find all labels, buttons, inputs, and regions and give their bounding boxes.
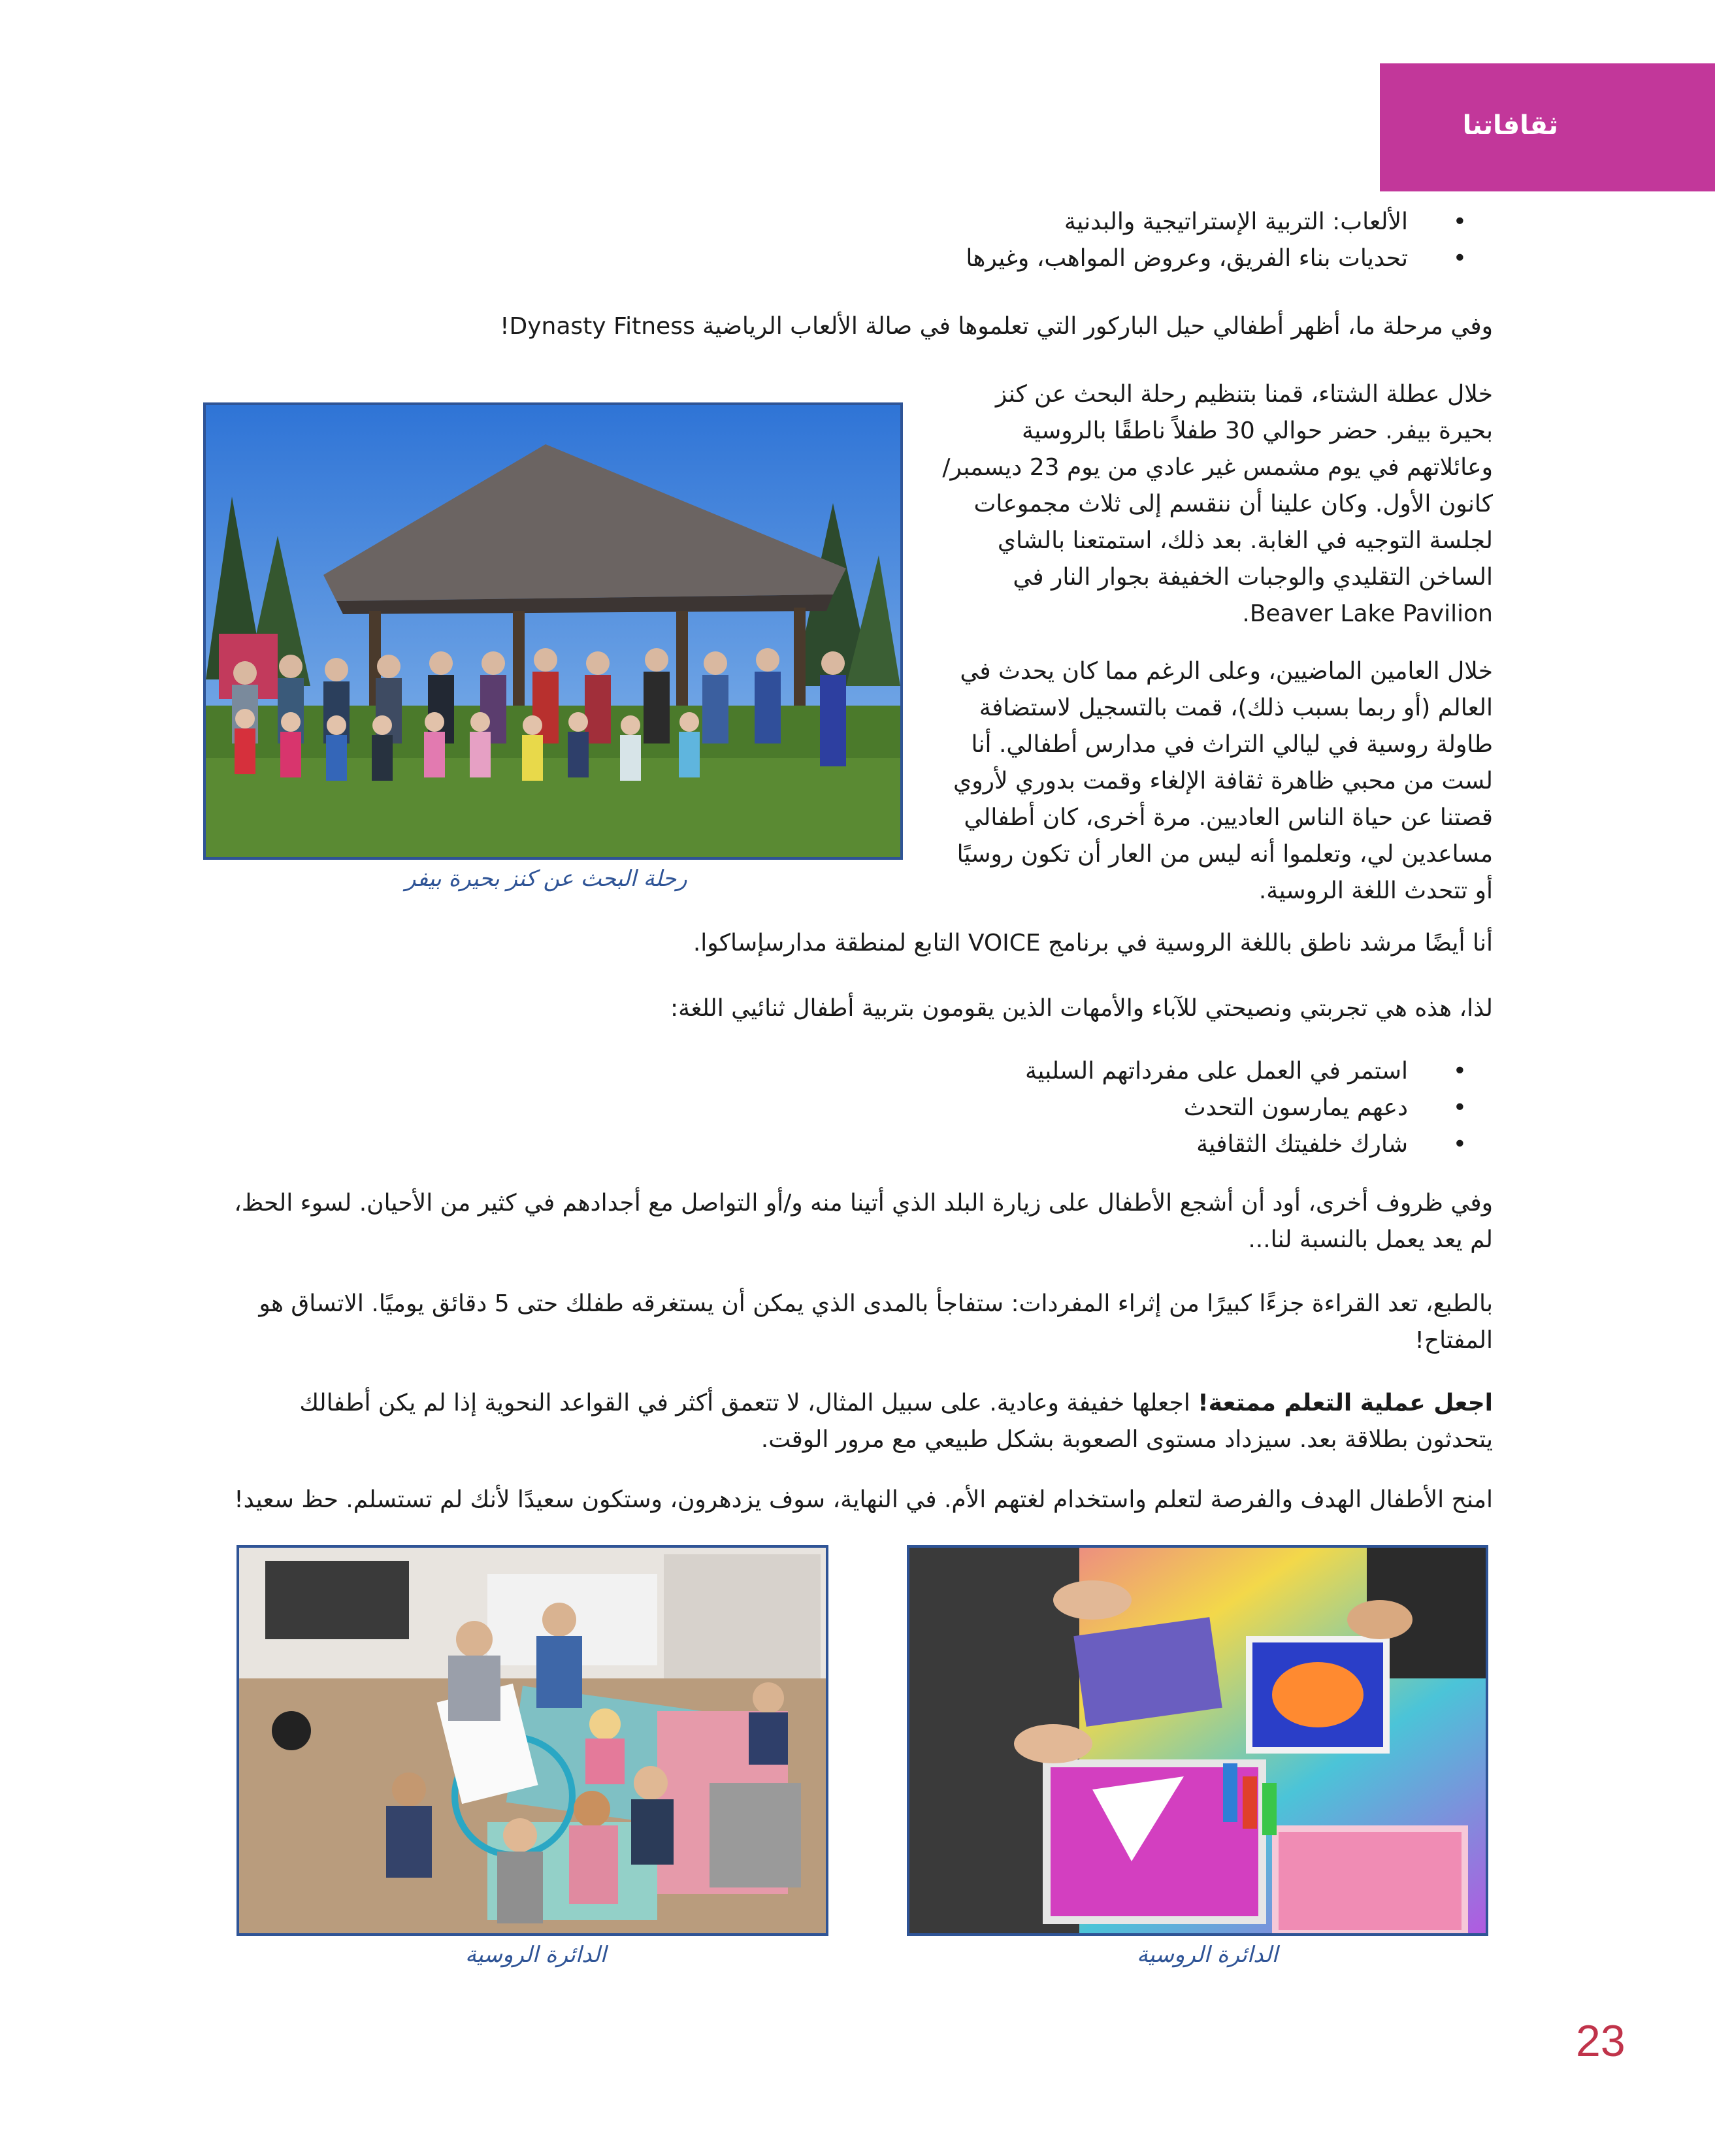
list-item: • شارك خلفيتك الثقافية xyxy=(222,1126,1493,1163)
section-tab xyxy=(1380,63,1715,191)
top-bullets xyxy=(222,204,1493,277)
russian-circle-photo-left xyxy=(237,1545,828,1936)
page-number: 23 xyxy=(1576,2016,1625,2066)
paragraph-final: امنح الأطفال الهدف والفرصة لتعلم واستخدام لغتهم الأم. في النهاية، سوف يزدهرون، وستكون سعيدًا لأنك لم تستسلم. حظ سعيد! xyxy=(234,1486,1493,1513)
paragraph-voice: أنا أيضًا مرشد ناطق باللغة الروسية في برنامج VOICE التابع لمنطقة مدارسإساكوا. xyxy=(693,930,1493,956)
list-item: • الألعاب: التربية الإستراتيجية والبدنية xyxy=(222,204,1493,240)
list-item: • دعهم يمارسون التحدث xyxy=(222,1090,1493,1126)
paragraph-fun-lead: اجعل عملية التعلم ممتعة! xyxy=(1198,1390,1493,1416)
paragraph-winter: خلال عطلة الشتاء، قمنا بتنظيم رحلة البحث عن كنز بحيرة بيفر. حضر حوالي 30 طفلاً ناطقًا بالروسية وعائلاتهم في يوم مشمس غير عادي من يوم 23 ديسمبر/كانون الأول. وكان علينا أن ننقسم إلى ثلاث مجموعات لجلسة التوجيه في الغابة. بعد ذلك، استمتعنا بالشاي الساخن التقليدي والوجبات الخفيفة بجوار النار في Beaver Lake Pavilion. xyxy=(942,381,1493,627)
caption-beaver-lake: رحلة البحث عن كنز بحيرة بيفر xyxy=(405,866,687,892)
paragraph-advice: لذا، هذه هي تجربتي ونصيحتي للآباء والأمهات الذين يقومون بتربية أطفال ثنائيي اللغة: xyxy=(670,995,1493,1022)
section-title: ثقافاتنا xyxy=(1462,110,1558,140)
list-item: • تحديات بناء الفريق، وعروض المواهب، وغيرها xyxy=(222,240,1493,277)
advice-bullets xyxy=(222,1053,1493,1163)
paragraph-fun xyxy=(222,1385,1493,1458)
caption-russian-circle-left: الدائرة الروسية xyxy=(465,1942,606,1968)
russian-circle-photo-right xyxy=(907,1545,1488,1936)
paragraph-reading: بالطبع، تعد القراءة جزءًا كبيرًا من إثراء المفردات: ستفاجأ بالمدى الذي يمكن أن يستغرقه طفلك حتى 5 دقائق يوميًا. الاتساق هو المفتاح! xyxy=(259,1290,1493,1354)
paragraph-heritage: خلال العامين الماضيين، وعلى الرغم مما كان يحدث في العالم (أو ربما بسبب ذلك)، قمت بالتسجيل لاستضافة طاولة روسية في ليالي التراث في مدارس أطفالي. أنا لست من محبي ظاهرة ثقافة الإلغاء وقمت بدوري لأروي قصتنا عن حياة الناس العاديين. مرة أخرى، كان أطفالي مساعدين لي، وتعلموا أنه ليس من العار أن تكون روسيًا أو تتحدث اللغة الروسية. xyxy=(953,658,1493,904)
list-item: • استمر في العمل على مفرداتهم السلبية xyxy=(222,1053,1493,1090)
paragraph-dynasty: وفي مرحلة ما، أظهر أطفالي حيل الباركور التي تعلموها في صالة الألعاب الرياضية Dynasty Fitness! xyxy=(500,313,1493,340)
paragraph-fun-body: اجعلها خفيفة وعادية. على سبيل المثال، لا تتعمق أكثر في القواعد النحوية إذا لم يكن أطفالك يتحدثون بطلاقة بعد. سيزداد مستوى الصعوبة بشكل طبيعي مع مرور الوقت. xyxy=(299,1390,1493,1453)
paragraph-travel: وفي ظروف أخرى، أود أن أشجع الأطفال على زيارة البلد الذي أتينا منه و/أو التواصل مع أجدادهم في كثير من الأحيان. لسوء الحظ، لم يعد يعمل بالنسبة لنا... xyxy=(234,1190,1493,1253)
caption-russian-circle-right: الدائرة الروسية xyxy=(1137,1942,1278,1968)
beaver-lake-photo xyxy=(203,402,903,860)
